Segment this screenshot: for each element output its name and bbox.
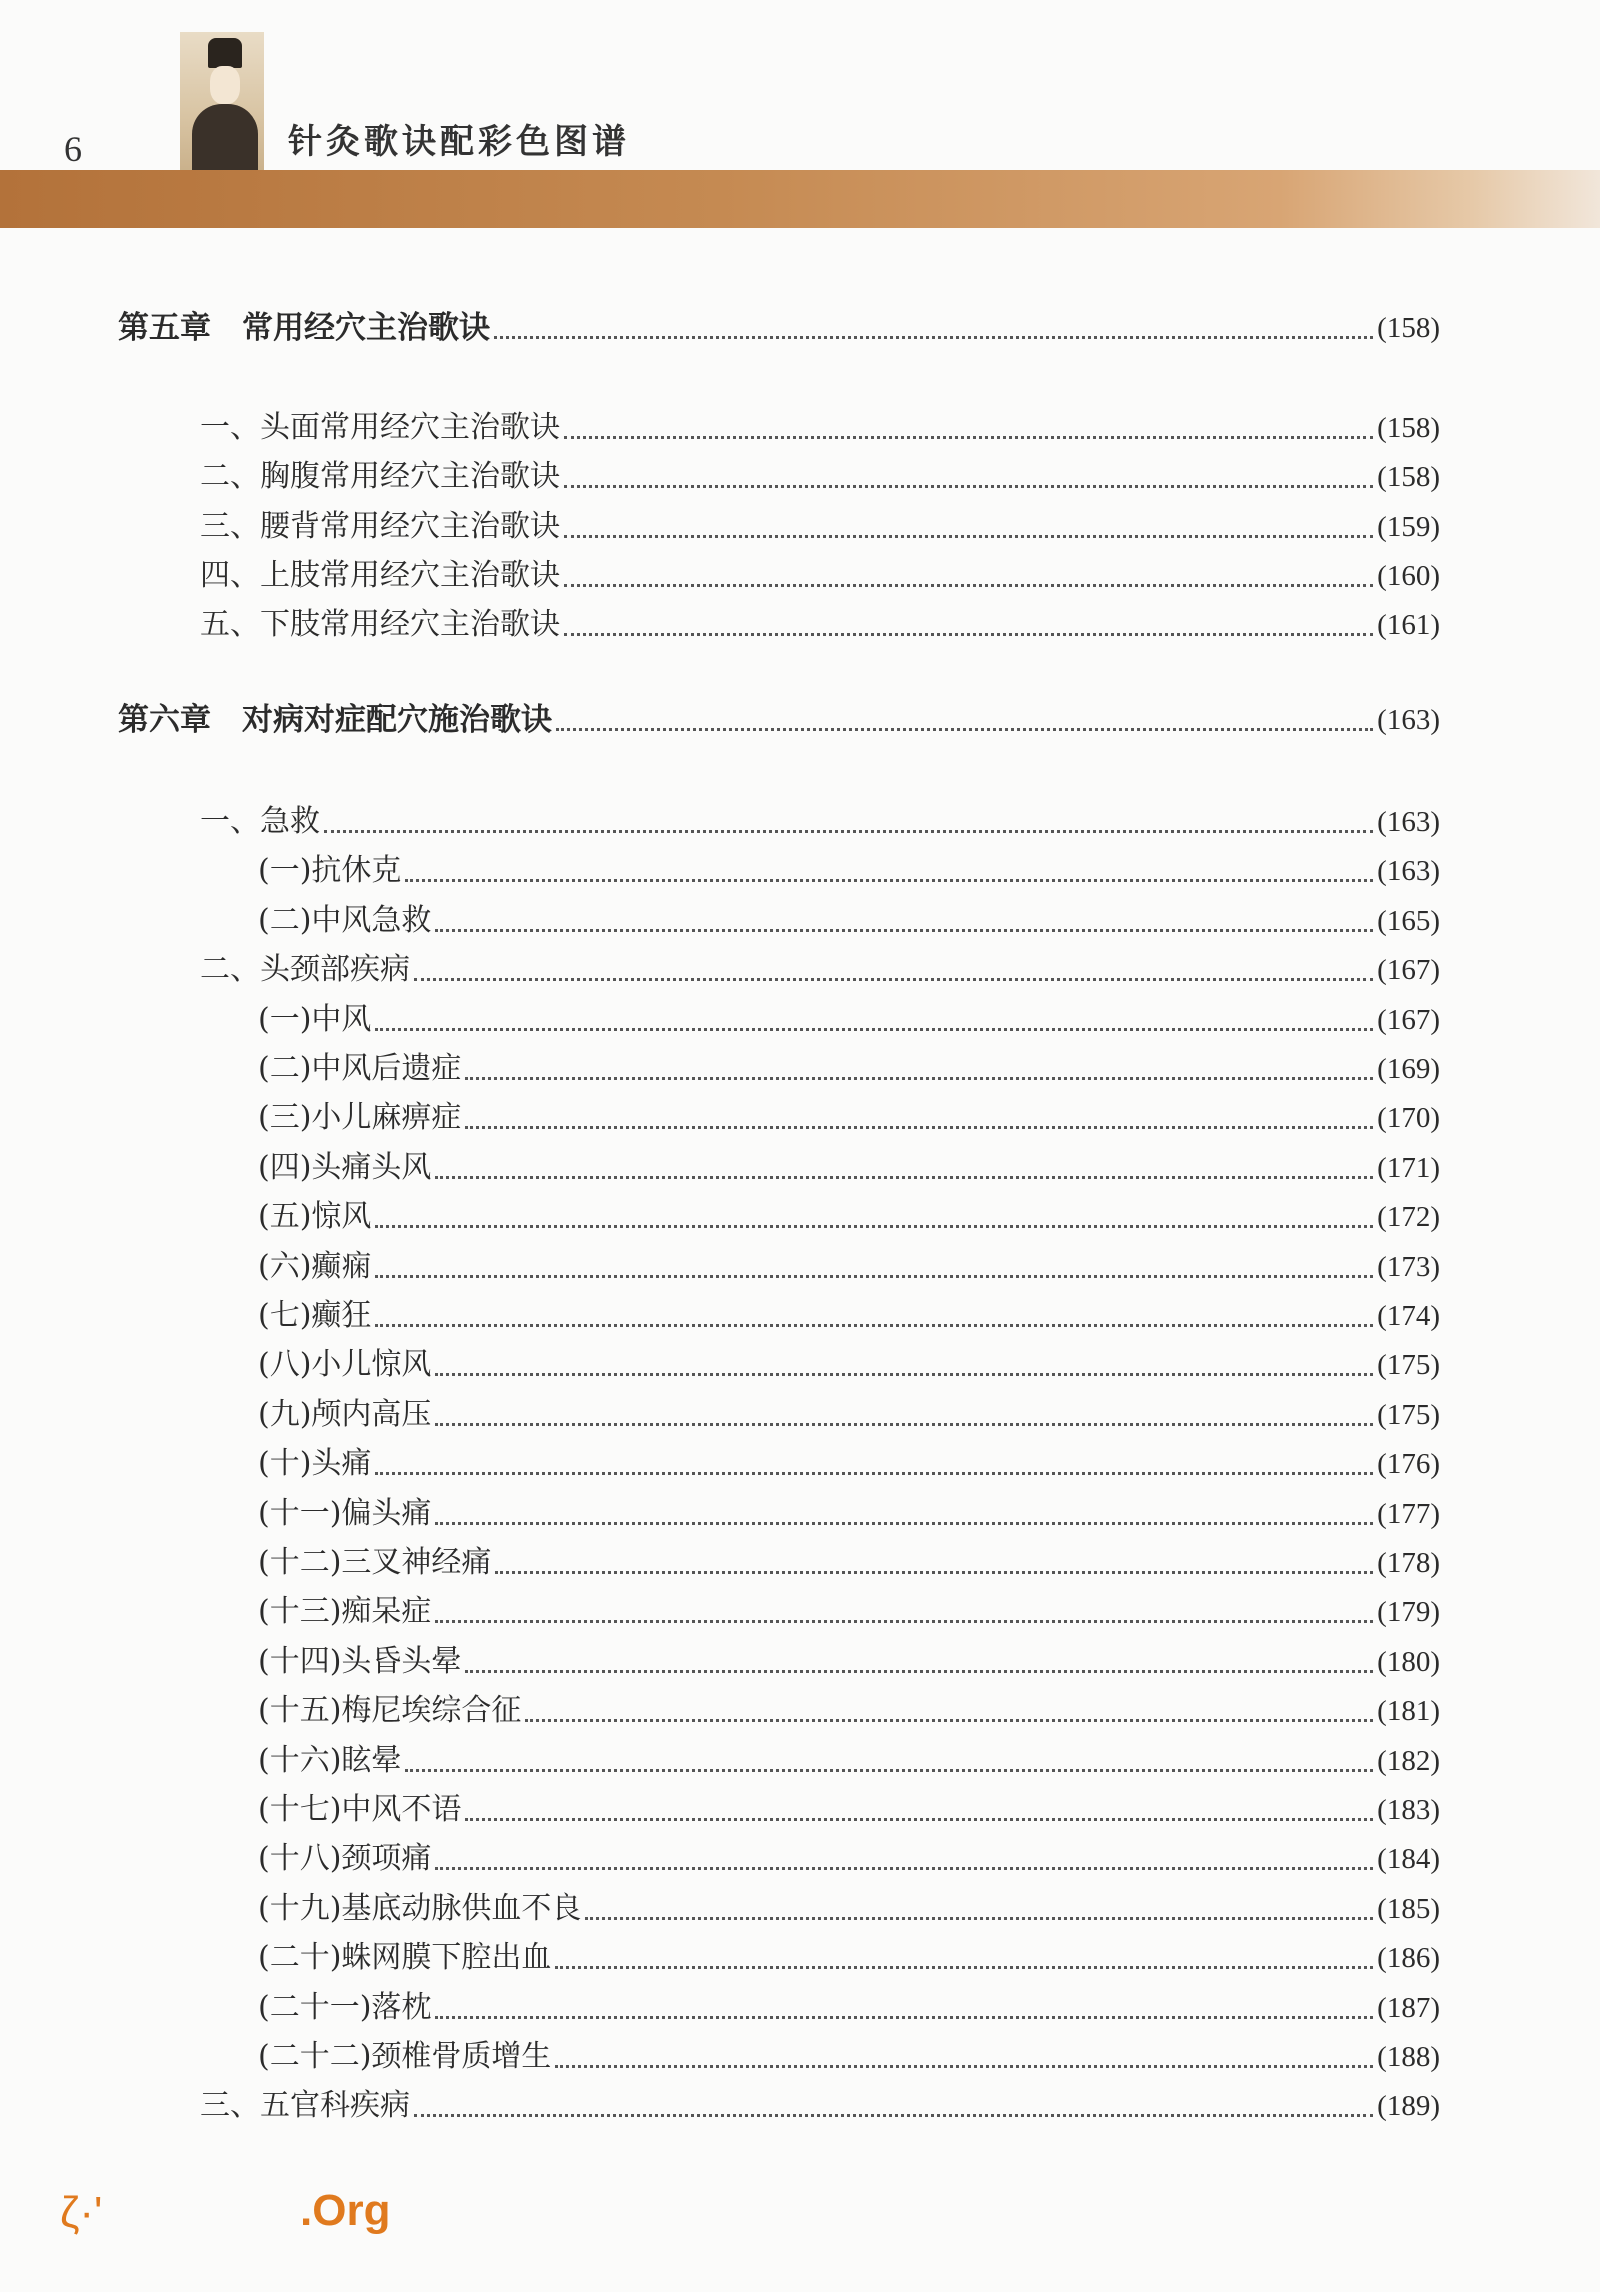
toc-entry-page: (170): [1377, 1102, 1440, 1135]
toc-entry[interactable]: [258, 1889, 1440, 1929]
toc-leader-dots: [375, 1275, 1373, 1278]
toc-entry-page: (165): [1377, 904, 1440, 937]
toc-leader-dots: [564, 535, 1373, 538]
toc-entry-label: (九)颅内高压: [258, 1396, 432, 1432]
toc-entry-label: (二)中风急救: [258, 902, 432, 938]
toc-entry-page: (167): [1377, 1003, 1440, 1036]
toc-entry[interactable]: [258, 1543, 1440, 1583]
toc-entry-page: (187): [1377, 1991, 1440, 2024]
toc-entry[interactable]: [200, 605, 1440, 645]
header-band: [0, 170, 1600, 228]
portrait-face: [210, 66, 240, 104]
toc-entry-label: (十一)偏头痛: [258, 1495, 432, 1531]
toc-entry[interactable]: [200, 950, 1440, 990]
toc-entry-page: (188): [1377, 2041, 1440, 2073]
toc-leader-dots: [564, 485, 1373, 488]
toc-chapter-heading[interactable]: [118, 700, 1440, 740]
toc-leader-dots: [465, 1818, 1373, 1821]
toc-entry-label: 第五章 常用经穴主治歌诀: [118, 310, 490, 346]
header-portrait-image: [180, 32, 264, 174]
toc-entry-page: (158): [1377, 312, 1440, 344]
toc-entry-page: (171): [1377, 1151, 1440, 1184]
toc-entry[interactable]: [258, 1247, 1440, 1287]
toc-entry-page: (169): [1377, 1053, 1440, 1085]
toc-entry[interactable]: [258, 1592, 1440, 1632]
toc-leader-dots: [435, 1176, 1373, 1179]
toc-entry-label: (十六)眩晕: [258, 1742, 402, 1778]
toc-entry-page: (175): [1377, 1398, 1440, 1431]
toc-entry-page: (179): [1377, 1596, 1440, 1629]
toc-entry-page: (167): [1377, 954, 1440, 987]
toc-leader-dots: [465, 1670, 1373, 1673]
toc-entry-page: (163): [1377, 704, 1440, 736]
toc-entry[interactable]: [258, 1296, 1440, 1336]
toc-entry[interactable]: [258, 1494, 1440, 1534]
toc-entry[interactable]: [258, 851, 1440, 891]
toc-entry-label: (二十一)落枕: [258, 1989, 432, 2025]
book-title: 针灸歌诀配彩色图谱: [288, 122, 630, 162]
toc-entry[interactable]: [258, 1395, 1440, 1435]
footer-org-watermark: .Org: [300, 2186, 391, 2235]
toc-entry[interactable]: [258, 1691, 1440, 1731]
toc-leader-dots: [564, 436, 1373, 439]
toc-leader-dots: [564, 633, 1373, 636]
toc-entry-label: 五、下肢常用经穴主治歌诀: [200, 607, 560, 643]
toc-entry-page: (163): [1377, 855, 1440, 888]
toc-entry[interactable]: [200, 2086, 1440, 2126]
toc-entry[interactable]: [258, 1345, 1440, 1385]
toc-leader-dots: [435, 1373, 1373, 1376]
portrait-robe: [192, 104, 258, 174]
toc-leader-dots: [324, 830, 1373, 833]
toc-leader-dots: [495, 1571, 1373, 1574]
toc-entry-label: 第六章 对病对症配穴施治歌诀: [118, 702, 552, 738]
toc-leader-dots: [494, 336, 1373, 339]
toc-entry-label: (十五)梅尼埃综合征: [258, 1693, 522, 1729]
toc-entry[interactable]: [258, 1148, 1440, 1188]
toc-entry-label: (二十)蛛网膜下腔出血: [258, 1940, 552, 1976]
toc-entry-page: (172): [1377, 1201, 1440, 1234]
toc-entry-page: (181): [1377, 1695, 1440, 1728]
toc-entry[interactable]: [258, 1000, 1440, 1040]
toc-leader-dots: [564, 584, 1373, 587]
toc-entry-label: (一)抗休克: [258, 853, 402, 889]
toc-entry-label: (四)头痛头风: [258, 1149, 432, 1185]
toc-leader-dots: [405, 1769, 1373, 1772]
toc-entry[interactable]: [258, 1642, 1440, 1682]
portrait-hat: [208, 38, 242, 68]
toc-leader-dots: [435, 1522, 1373, 1525]
toc-entry[interactable]: [258, 1988, 1440, 2028]
toc-entry-label: 三、腰背常用经穴主治歌诀: [200, 508, 560, 544]
toc-entry-label: (十三)痴呆症: [258, 1594, 432, 1630]
toc-leader-dots: [435, 929, 1373, 932]
toc-entry[interactable]: [258, 901, 1440, 941]
toc-leader-dots: [465, 1077, 1373, 1080]
toc-entry-label: (十八)颈项痛: [258, 1841, 432, 1877]
toc-leader-dots: [435, 1620, 1373, 1623]
toc-entry[interactable]: [200, 802, 1440, 842]
toc-entry-page: (183): [1377, 1794, 1440, 1826]
toc-entry-label: 二、胸腹常用经穴主治歌诀: [200, 459, 560, 495]
toc-entry-label: (二)中风后遗症: [258, 1051, 462, 1086]
toc-entry-label: (十九)基底动脉供血不良: [258, 1890, 582, 1926]
toc-entry[interactable]: [258, 1741, 1440, 1781]
toc-entry-label: (十四)头昏头晕: [258, 1643, 462, 1679]
toc-entry-page: (160): [1377, 559, 1440, 592]
toc-leader-dots: [375, 1472, 1373, 1475]
toc-entry-label: 一、急救: [200, 804, 320, 839]
toc-leader-dots: [375, 1225, 1373, 1228]
toc-entry-label: (二十二)颈椎骨质增生: [258, 2039, 552, 2074]
toc-leader-dots: [414, 2114, 1373, 2117]
toc-entry-label: (十二)三叉神经痛: [258, 1545, 492, 1580]
toc-leader-dots: [465, 1126, 1373, 1129]
toc-leader-dots: [435, 2016, 1373, 2019]
toc-entry-label: (三)小儿麻痹症: [258, 1100, 462, 1136]
toc-entry[interactable]: [200, 408, 1440, 448]
toc-leader-dots: [556, 728, 1373, 731]
toc-entry-label: (五)惊风: [258, 1199, 372, 1235]
toc-entry-label: 一、头面常用经穴主治歌诀: [200, 410, 560, 445]
toc-entry-label: (六)癫痫: [258, 1248, 372, 1284]
toc-entry-page: (177): [1377, 1497, 1440, 1530]
toc-leader-dots: [555, 1966, 1373, 1969]
toc-entry-page: (175): [1377, 1349, 1440, 1382]
toc-leader-dots: [555, 2065, 1373, 2068]
footer-mark: ζ·': [60, 2188, 103, 2237]
toc-entry-page: (178): [1377, 1547, 1440, 1579]
toc-leader-dots: [375, 1324, 1373, 1327]
toc-entry-page: (158): [1377, 412, 1440, 444]
toc-entry-page: (163): [1377, 806, 1440, 838]
toc-entry[interactable]: [258, 1197, 1440, 1237]
toc-leader-dots: [375, 1028, 1373, 1031]
toc-leader-dots: [525, 1719, 1373, 1722]
toc-leader-dots: [405, 879, 1373, 882]
page-number: 6: [64, 129, 82, 169]
toc-entry[interactable]: [258, 1938, 1440, 1978]
toc-entry-label: (十七)中风不语: [258, 1792, 462, 1827]
toc-entry-page: (186): [1377, 1942, 1440, 1975]
toc-entry-page: (159): [1377, 510, 1440, 543]
toc-entry-page: (161): [1377, 609, 1440, 642]
toc-entry-label: 四、上肢常用经穴主治歌诀: [200, 557, 560, 593]
toc-entry-label: (八)小儿惊风: [258, 1347, 432, 1383]
toc-entry-page: (173): [1377, 1250, 1440, 1283]
toc-entry-page: (180): [1377, 1645, 1440, 1678]
toc-leader-dots: [435, 1867, 1373, 1870]
toc-entry-label: (十)头痛: [258, 1446, 372, 1482]
toc-entry[interactable]: [258, 1790, 1440, 1830]
toc-chapter-heading[interactable]: [118, 308, 1440, 348]
toc-leader-dots: [585, 1917, 1373, 1920]
toc-entry-page: (184): [1377, 1843, 1440, 1876]
toc-entry[interactable]: [258, 1839, 1440, 1879]
toc-entry-label: (七)癫狂: [258, 1298, 372, 1333]
toc-entry[interactable]: [258, 1444, 1440, 1484]
toc-entry-page: (185): [1377, 1892, 1440, 1925]
toc-entry-label: (一)中风: [258, 1001, 372, 1037]
toc-entry[interactable]: [258, 1049, 1440, 1089]
toc-leader-dots: [414, 978, 1373, 981]
toc-entry[interactable]: [258, 1098, 1440, 1138]
toc-entry[interactable]: [200, 507, 1440, 547]
toc-entry-label: 三、五官科疾病: [200, 2088, 410, 2124]
toc-entry[interactable]: [200, 556, 1440, 596]
toc-leader-dots: [435, 1423, 1373, 1426]
toc-entry-page: (176): [1377, 1448, 1440, 1481]
toc-entry[interactable]: [258, 2037, 1440, 2077]
toc-entry-page: (158): [1377, 461, 1440, 494]
toc-entry[interactable]: [200, 457, 1440, 497]
toc-entry-label: 二、头颈部疾病: [200, 952, 410, 988]
toc-entry-page: (189): [1377, 2090, 1440, 2123]
toc-entry-page: (182): [1377, 1744, 1440, 1777]
toc-entry-page: (174): [1377, 1300, 1440, 1332]
